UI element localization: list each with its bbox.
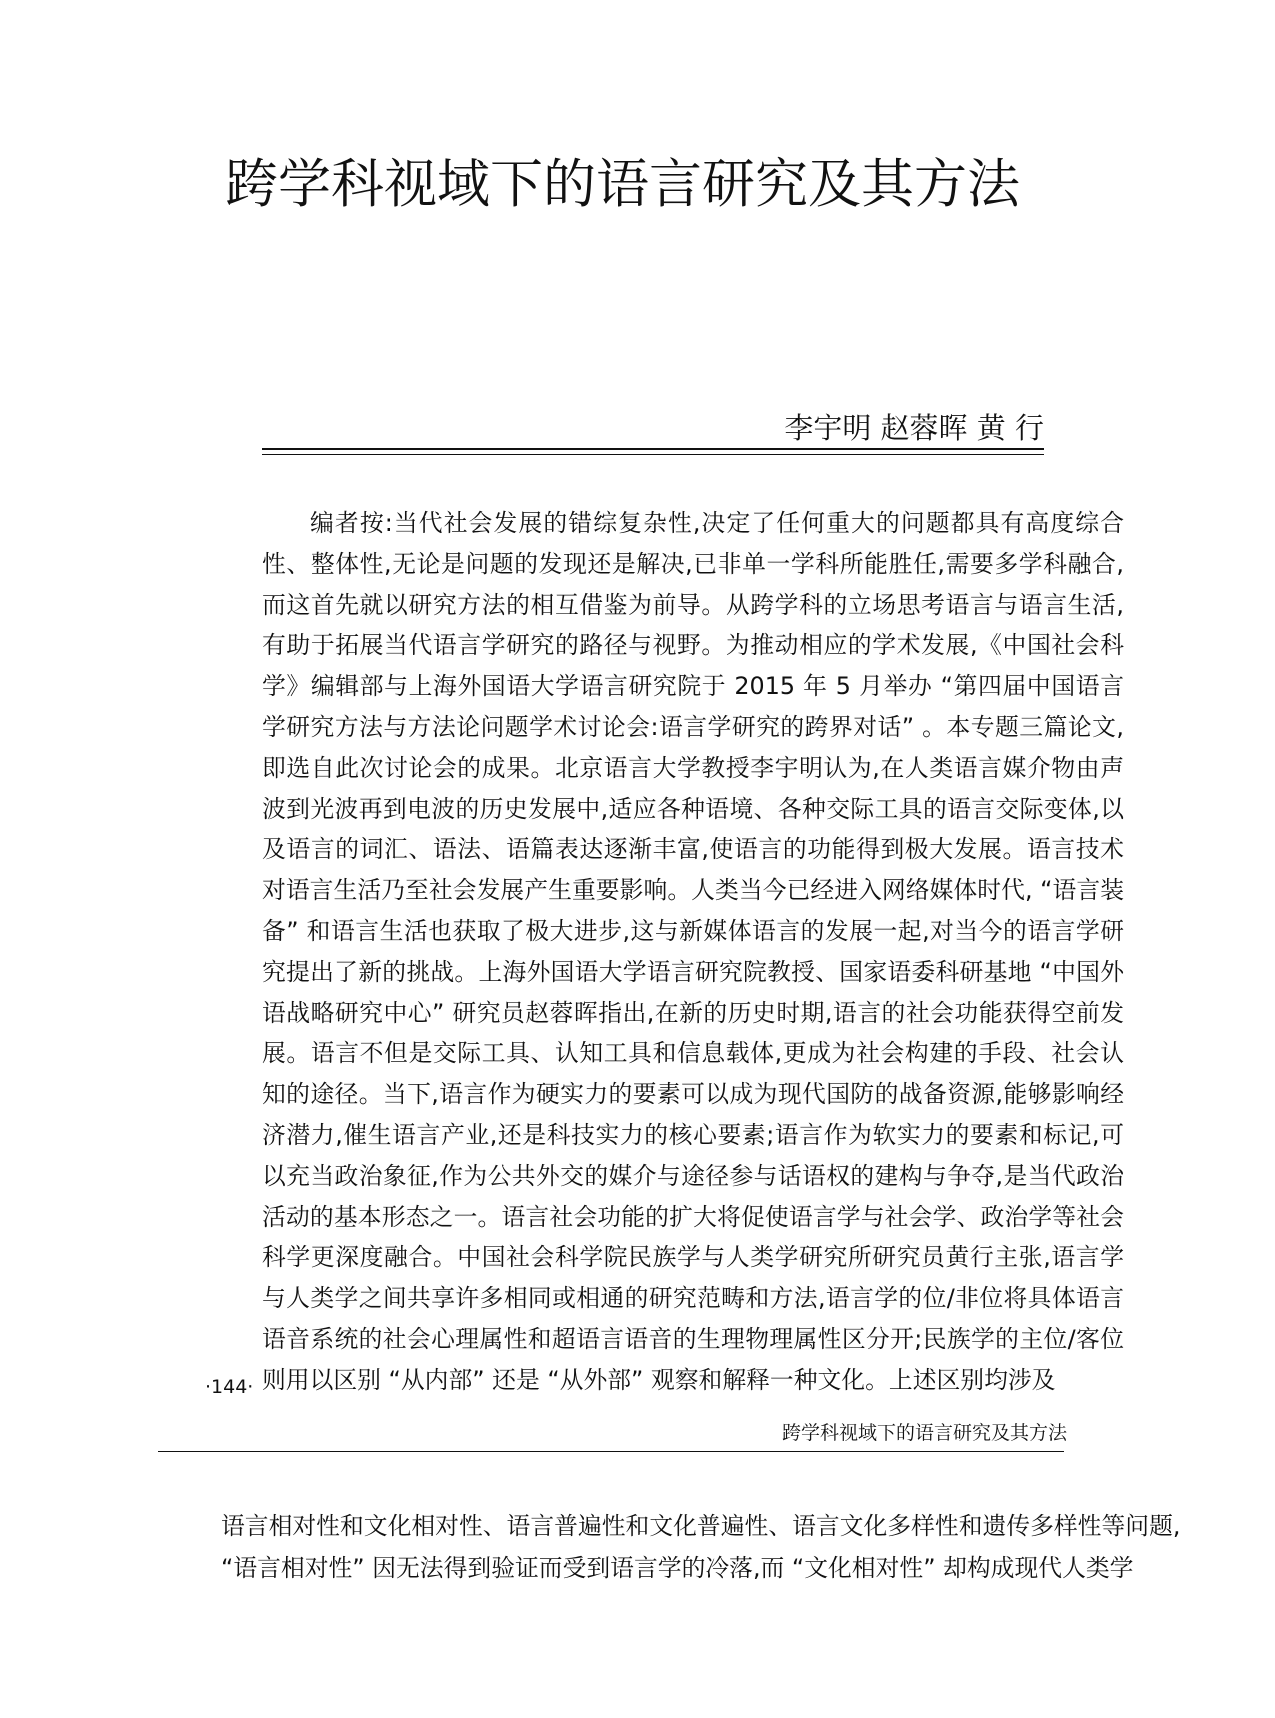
next-page-line: 语言相对性和文化相对性、语言普遍性和文化普遍性、语言文化多样性和遗传多样性等问题, bbox=[221, 1512, 1181, 1540]
article-title: 跨学科视域下的语言研究及其方法 bbox=[225, 154, 1020, 215]
article-authors: 李宇明 赵蓉晖 黄 行 bbox=[784, 411, 1044, 445]
editor-note-paragraph: 编者按:当代社会发展的错综复杂性,决定了任何重大的问题都具有高度综合性、整体性,无论是问题的发现还是解决,已非单一学科所能胜任,需要多学科融合,而这首先就以研究方法的相互借鉴为前导。从跨学科的立场思考语言与语言生活,有助于拓展当代语言学研究的路径与视野。为推动相应的学术发展,《中国社会科学》编辑部与上海外国语大学语言研究院于 2015 年 5 月举办 “第四届中国语言学研究方法与方法论问题学术讨论会:语言学研究的跨界对话” 。本专题三篇论文,即选自此次讨论会的成果。北京语言大学教授李宇明认为,在人类语言媒介物由声波到光波再到电波的历史发展中,适应各种语境、各种交际工具的语言交际变体,以及语言的词汇、语法、语篇表达逐渐丰富,使语言的功能得到极大发展。语言技术对语言生活乃至社会发展产生重要影响。人类当今已经进入网络媒体时代, “语言装备” 和语言生活也获取了极大进步,这与新媒体语言的发展一起,对当今的语言学研究提出了新的挑战。上海外国语大学语言研究院教授、国家语委科研基地 “中国外语战略研究中心” 研究员赵蓉晖指出,在新的历史时期,语言的社会功能获得空前发展。语言不但是交际工具、认知工具和信息载体,更成为社会构建的手段、社会认知的途径。当下,语言作为硬实力的要素可以成为现代国防的战备资源,能够影响经济潜力,催生语言产业,还是科技实力的核心要素;语言作为软实力的要素和标记,可以充当政治象征,作为公共外交的媒介与途径参与话语权的建构与争夺,是当代政治活动的基本形态之一。语言社会功能的扩大将促使语言学与社会学、政治学等社会科学更深度融合。中国社会科学院民族学与人类学研究所研究员黄行主张,语言学与人类学之间共享许多相同或相通的研究范畴和方法,语言学的位/非位将具体语言语音系统的社会心理属性和超语言语音的生理物理属性区分开;民族学的主位/客位则用以区别 “从内部” 还是 “从外部” 观察和解释一种文化。上述区别均涉及 bbox=[262, 509, 1124, 1394]
next-page-text bbox=[221, 1505, 1181, 1589]
running-header: 跨学科视域下的语言研究及其方法 bbox=[781, 1422, 1067, 1444]
next-page-line: “语言相对性” 因无法得到验证而受到语言学的冷落,而 “文化相对性” 却构成现代人类学 bbox=[221, 1554, 1134, 1582]
page-number: ·144· bbox=[205, 1376, 254, 1398]
running-header-divider bbox=[158, 1451, 1064, 1452]
authors-divider bbox=[262, 448, 1044, 455]
